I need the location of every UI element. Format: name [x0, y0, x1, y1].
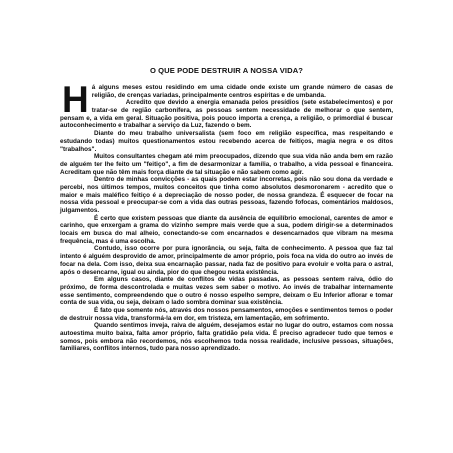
paragraph-10: Quando sentimos inveja, raiva de alguém, desejamos estar no lugar do outro, estamos com nossa autoestima muito baixa, falta amor próprio, falta gratidão pela vida. É preciso agradecer tudo que temos e somos, pois embora não recordemos, nós escolhemos toda nossa realidade, inclusive pessoas, situações, familiares, conflitos internos, tudo para nosso aprendizado. [60, 322, 393, 353]
paragraph-2: Acredito que devido a energia emanada pelos presídios (sete estabelecimentos) e por tratar-se de região carbonífera, as pessoas sentem necessidade de melhorar o que sentem, pensam e, a vida em geral. Situação positiva, pois pouco importa a crença, a religião, o primordial é buscar autoconhecimento e trabalhar a serviço da Luz, fazendo o bem. [60, 99, 393, 130]
paragraph-7: Contudo, isso ocorre por pura ignorância, ou seja, falta de conhecimento. A pessoa que faz tal intento é alguém desprovido de amor, principalmente de amor próprio, pois foca na vida do outro ao invés de focar na dela. Com isso, deixa sua encarnação passar, nada faz de positivo para evoluir e volta para o astral, após o desencarne, igual ou ainda, pior do que chegou nesta existência. [60, 245, 393, 276]
paragraph-6: É certo que existem pessoas que diante da ausência de equilíbrio emocional, carentes de amor e carinho, que enxergam a grama do vizinho sempre mais verde que a sua, podem dirigir-se a determinados locais em busca do mal alheio, conectando-se com encarnados e desencarnados que vibram na mesma frequência, mas é uma escolha. [60, 214, 393, 245]
document-title: O QUE PODE DESTRUIR A NOSSA VIDA? [149, 66, 304, 75]
drop-cap: H [62, 79, 89, 120]
paragraph-8: Em alguns casos, diante de conflitos de vidas passadas, as pessoas sentem raiva, ódio do próximo, de forma descontrolada e muitas vezes sem saber o motivo. Ao invés de trabalhar internamente esse sentimento, compreendendo que o outro é nosso espelho sempre, deixam o Eu Inferior aflorar e tomar conta de sua vida, ou seja, deixam o lado sombra dominar sua existência. [60, 276, 393, 307]
paragraph-5: Dentro de minhas convicções - as quais podem estar incorretas, pois não sou dona da verdade e percebi, nos últimos tempos, muitos conceitos que tinha como absolutos desmoronarem - acredito que o maior e mais maléfico feitiço é a depreciação de nosso poder, de nossa grandeza. É esquecer de focar na nossa vida pessoal e preocupar-se com a vida das outras pessoas, fazendo fofocas, comentários maldosos, julgamentos. [60, 176, 393, 214]
paragraph-3: Diante do meu trabalho universalista (sem foco em religião específica, mas respeitando e estudando todas) muitos questionamentos estou recebendo acerca de feitiços, magia negra e os ditos "trabalhos". [60, 130, 393, 153]
document-body [60, 79, 393, 353]
paragraph-9: É fato que somente nós, através dos nossos pensamentos, emoções e sentimentos temos o poder de destruir nossa vida, transformá-la em dor, em tristeza, em lamentação, em sofrimento. [60, 306, 393, 322]
paragraph-4: Muitos consultantes chegam até mim preocupados, dizendo que sua vida não anda bem em razão de alguém ter lhe feito um "feitiço", a fim de desarmonizar a família, o trabalho, a vida pessoal e financeira. Acreditam que não têm mais força diante de tal situação e não sabem como agir. [60, 153, 393, 176]
paragraph-text: á alguns meses estou residindo em uma cidade onde existe um grande número de casas de religião, de crenças variadas, principalmente centros espíritas e de umbanda. [91, 84, 393, 99]
